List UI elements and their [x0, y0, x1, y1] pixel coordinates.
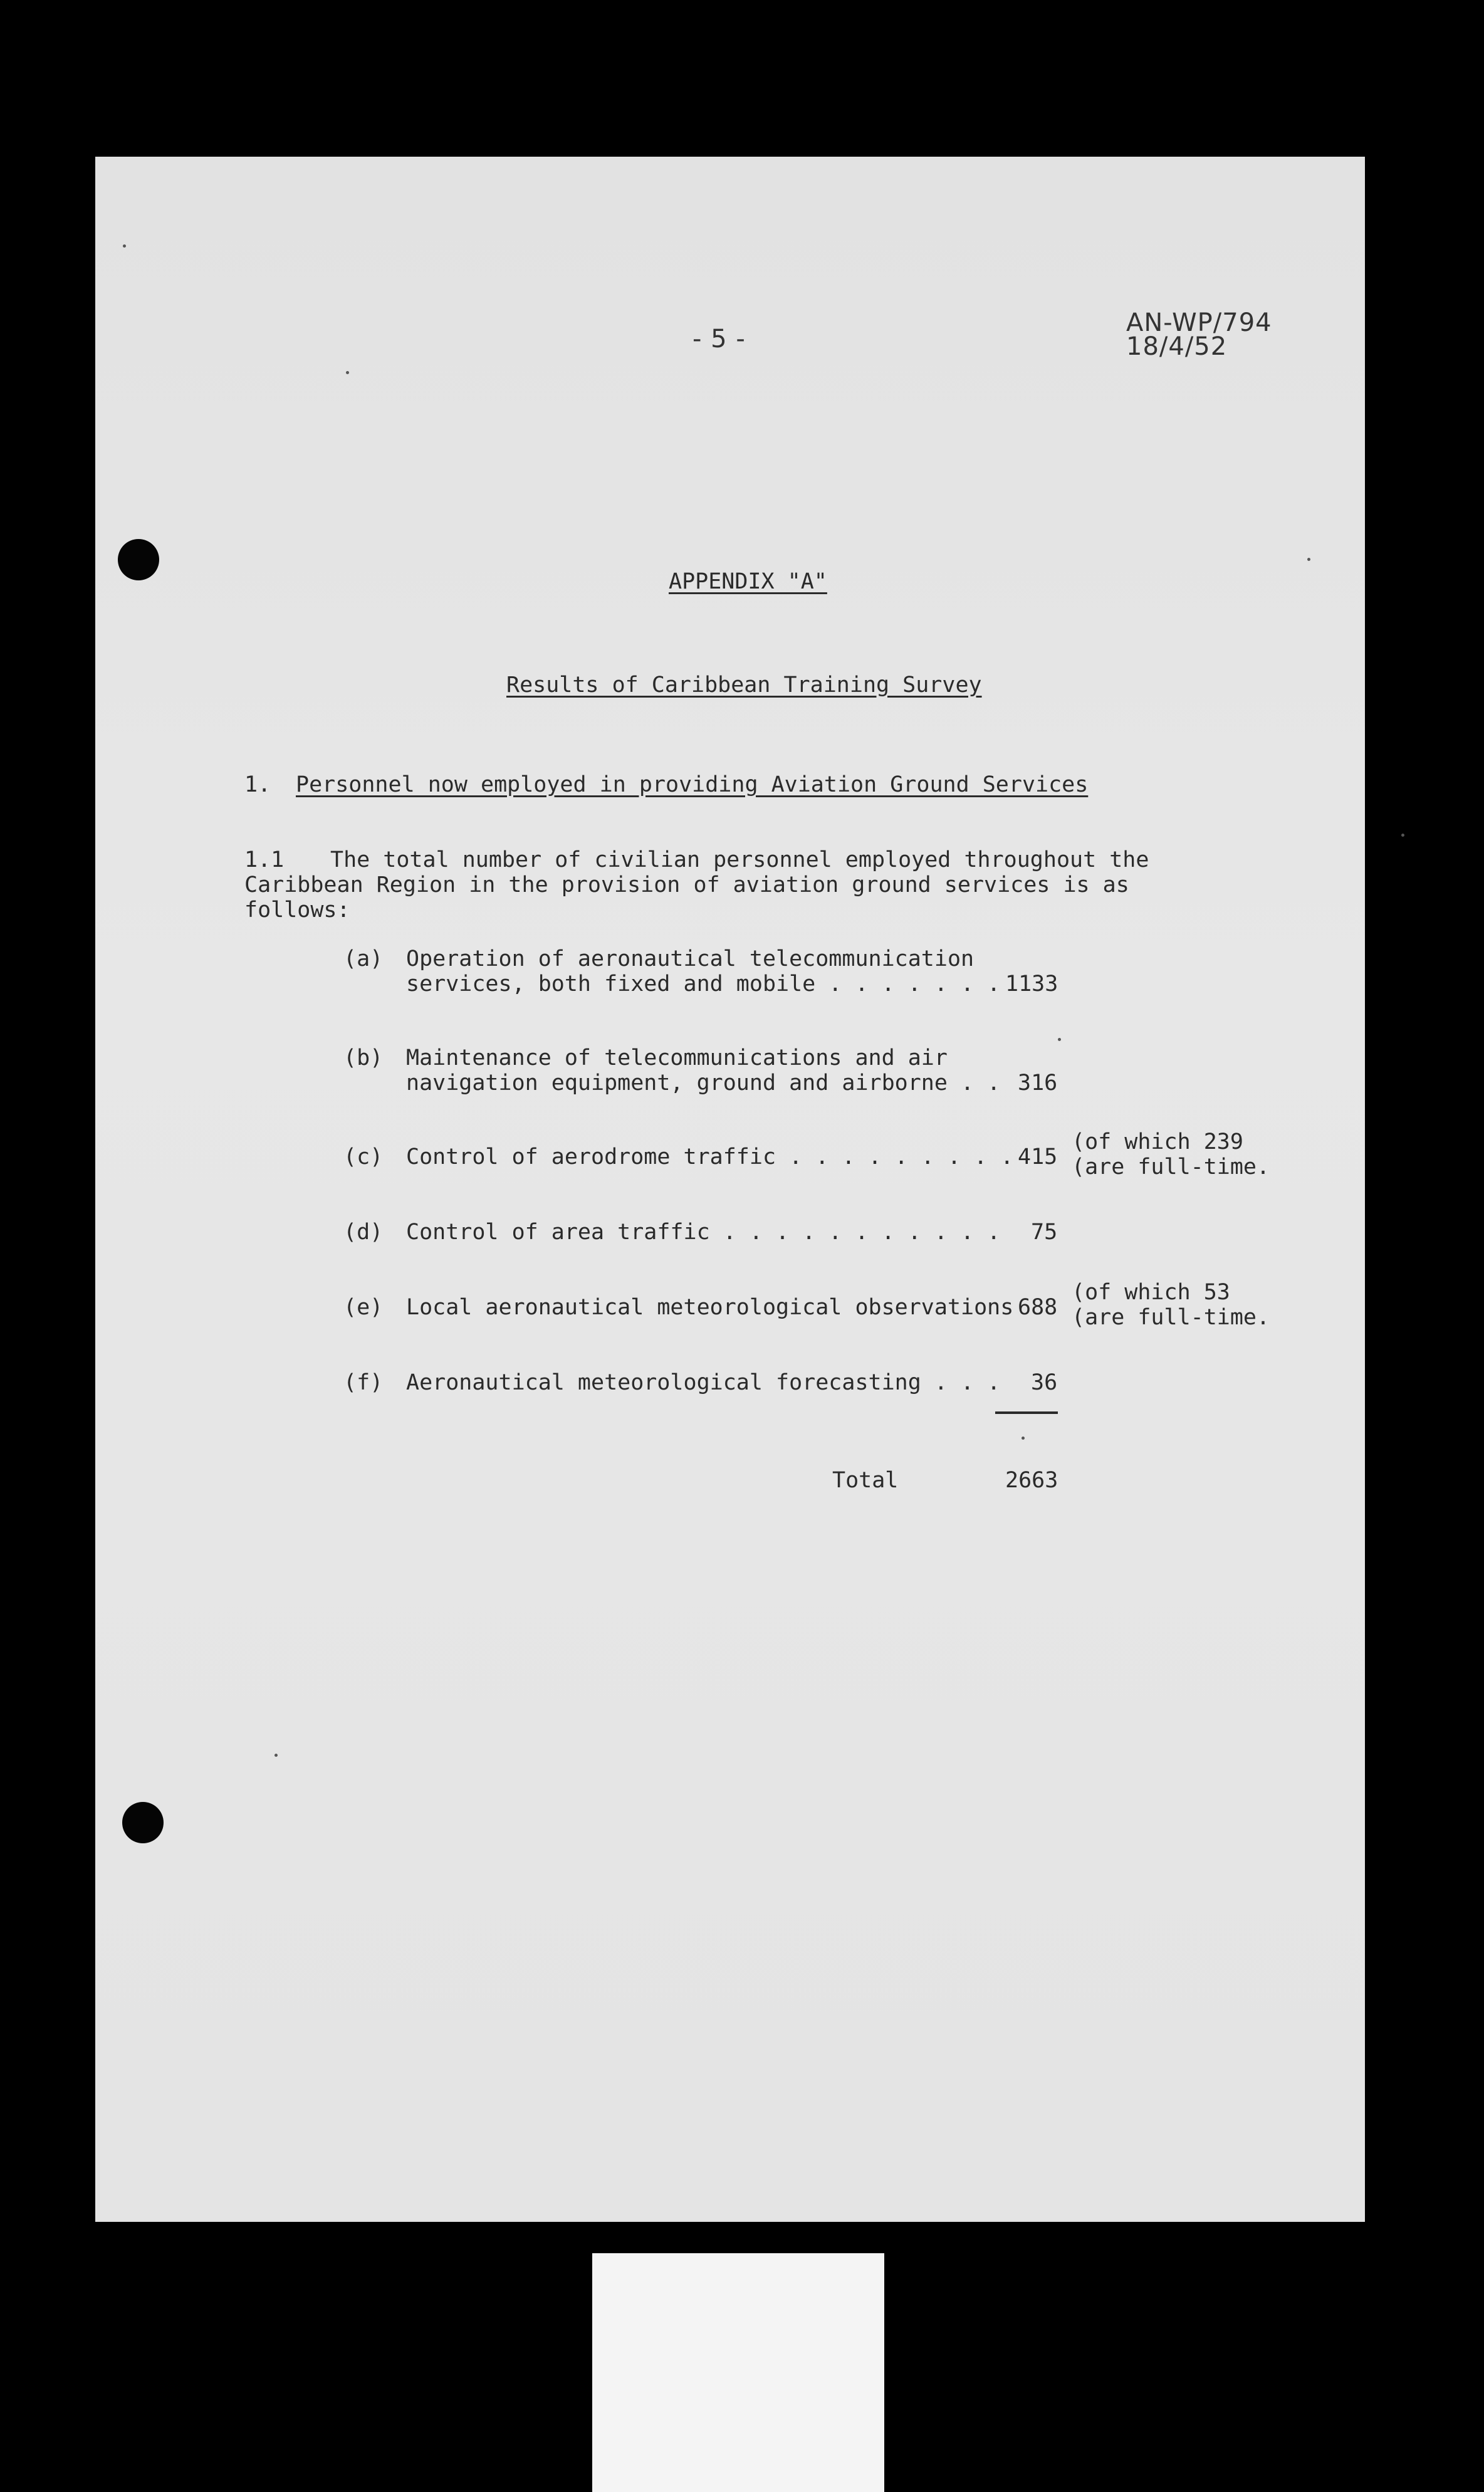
- paragraph-line: follows:: [244, 898, 350, 923]
- item-description: Control of area traffic . . . . . . . . . . .: [406, 1220, 1001, 1245]
- item-value: 688: [1018, 1295, 1058, 1320]
- item-description: Control of aerodrome traffic . . . . . . . . .: [406, 1144, 1014, 1170]
- paragraph-line: Caribbean Region in the provision of aviation ground services is as: [244, 872, 1129, 898]
- scan-speck: [1022, 1437, 1025, 1440]
- total-value: 2663: [1005, 1468, 1058, 1493]
- item-description: Operation of aeronautical telecommunication: [406, 946, 975, 971]
- item-value: 415: [1018, 1144, 1058, 1170]
- item-value: 36: [1031, 1370, 1058, 1395]
- item-description: navigation equipment, ground and airborne . .: [406, 1071, 1001, 1096]
- scan-speck: [346, 371, 349, 374]
- item-description: services, both fixed and mobile . . . . . . .: [406, 971, 1001, 997]
- survey-subtitle: Results of Caribbean Training Survey: [506, 673, 982, 698]
- document-reference: AN-WP/794: [1126, 308, 1272, 337]
- scan-speck: [123, 244, 126, 248]
- item-value: 1133: [1005, 971, 1058, 997]
- item-letter: (f): [343, 1370, 384, 1395]
- scan-speck: [1307, 558, 1310, 561]
- item-note: (are full-time.: [1072, 1305, 1270, 1330]
- item-letter: (e): [343, 1295, 384, 1320]
- paragraph-number: 1.1: [244, 847, 285, 872]
- scan-speck: [274, 1754, 278, 1757]
- section-title: Personnel now employed in providing Aviation Ground Services: [296, 772, 1089, 797]
- item-description: Maintenance of telecommunications and air: [406, 1045, 948, 1071]
- section-number: 1.: [244, 772, 271, 797]
- total-label: Total: [832, 1468, 899, 1493]
- item-note: (are full-time.: [1072, 1154, 1270, 1180]
- item-letter: (d): [343, 1220, 384, 1245]
- item-note: (of which 53: [1072, 1280, 1230, 1305]
- item-note: (of which 239: [1072, 1129, 1243, 1154]
- paragraph-line: The total number of civilian personnel employed throughout the: [330, 847, 1149, 872]
- item-letter: (c): [343, 1144, 384, 1170]
- item-letter: (a): [343, 946, 384, 971]
- film-leader-tab: [592, 2253, 884, 2492]
- item-letter: (b): [343, 1045, 384, 1071]
- appendix-title: APPENDIX "A": [669, 569, 827, 594]
- punch-hole-top: [118, 539, 159, 580]
- item-value: 75: [1031, 1220, 1058, 1245]
- sum-rule: [995, 1411, 1058, 1414]
- scan-speck: [1058, 1038, 1061, 1041]
- page-number: - 5 -: [692, 325, 746, 353]
- item-description: Local aeronautical meteorological observations: [406, 1295, 1014, 1320]
- item-value: 316: [1018, 1071, 1058, 1096]
- item-description: Aeronautical meteorological forecasting . . .: [406, 1370, 1001, 1395]
- document-page: [95, 157, 1365, 2222]
- punch-hole-bottom: [122, 1802, 164, 1843]
- document-date: 18/4/52: [1126, 332, 1228, 361]
- scan-speck: [1401, 834, 1404, 837]
